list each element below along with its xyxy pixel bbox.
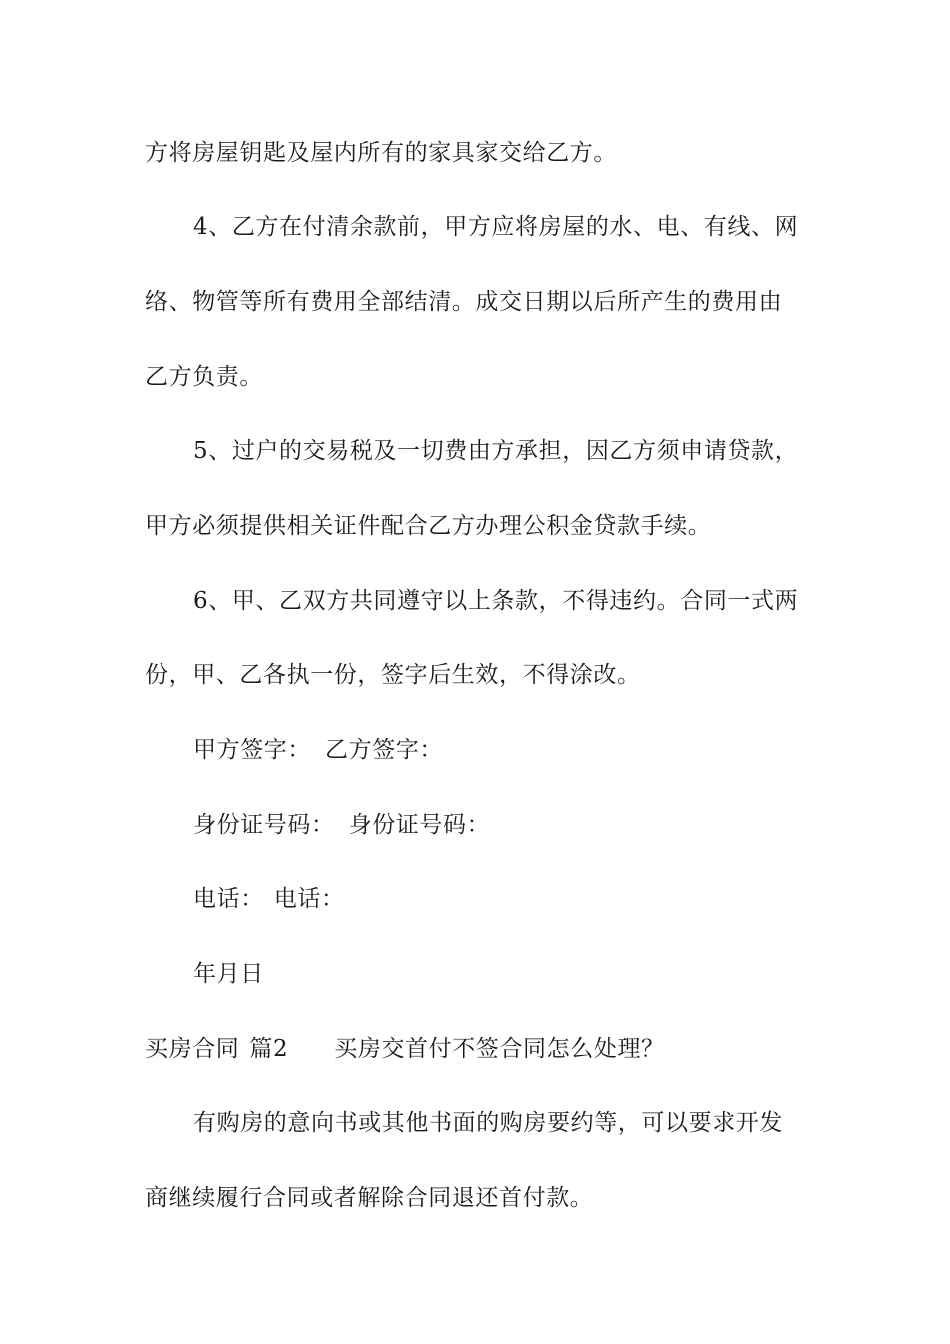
paragraph-line: 方将房屋钥匙及屋内所有的家具家交给乙方。 — [145, 140, 617, 166]
clause-6-line-2: 份，甲、乙各执一份，签字后生效，不得涂改。 — [145, 662, 641, 688]
section-2-question: 买房交首付不签合同怎么处理？ — [334, 1036, 665, 1062]
date-label: 年月日 — [193, 961, 264, 987]
section-2-line-1: 有购房的意向书或其他书面的购房要约等，可以要求开发 — [193, 1110, 783, 1136]
clause-5-line-1: 5、过户的交易税及一切费由方承担，因乙方须申请贷款， — [193, 438, 799, 464]
clause-4-line-2: 络、物管等所有费用全部结清。成交日期以后所产生的费用由 — [145, 289, 783, 315]
party-a-id-label: 身份证号码： — [193, 812, 335, 838]
party-b-signature-label: 乙方签字： — [325, 737, 443, 763]
section-2-heading — [145, 1034, 810, 1064]
party-b-id-label: 身份证号码： — [348, 812, 491, 838]
party-a-signature-label: 甲方签字： — [193, 737, 311, 763]
section-2-title: 买房合同 — [145, 1036, 240, 1062]
id-number-row — [193, 810, 858, 840]
party-a-phone-label: 电话： — [193, 886, 264, 912]
section-2-line-2: 商继续履行合同或者解除合同退还首付款。 — [145, 1185, 594, 1211]
clause-6-line-1: 6、甲、乙双方共同遵守以上条款，不得违约。合同一式两 — [193, 588, 799, 614]
signature-row — [193, 735, 858, 765]
clause-4-line-1: 4、乙方在付清余款前，甲方应将房屋的水、电、有线、网 — [193, 214, 799, 240]
section-2-number: 篇2 — [249, 1036, 289, 1062]
clause-5-line-2: 甲方必须提供相关证件配合乙方办理公积金贷款手续。 — [145, 513, 712, 539]
clause-4-line-3: 乙方负责。 — [145, 364, 263, 390]
phone-row — [193, 884, 858, 914]
party-b-phone-label: 电话： — [273, 886, 345, 912]
